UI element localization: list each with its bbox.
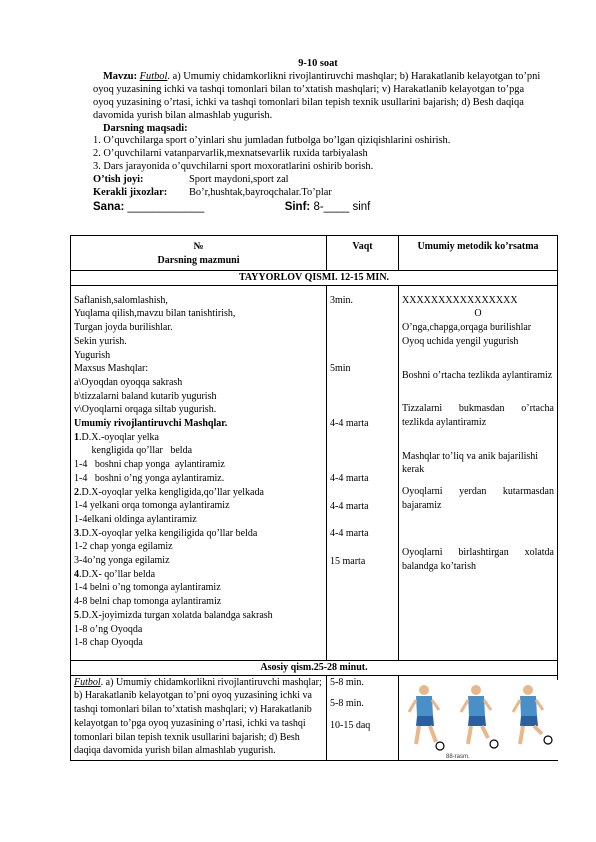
prep-line: Yugurish xyxy=(74,349,111,361)
metod-note: Boshni o’rtacha tezlikda aylantiramiz xyxy=(402,369,553,381)
mavzu-topic: Futbol xyxy=(139,70,168,82)
lesson-table xyxy=(70,235,558,761)
prep-line: Maxsus Mashqlar: xyxy=(74,363,149,375)
otish-row xyxy=(93,174,543,187)
metod-note: Oyoq uchida yengil yugurish xyxy=(402,335,519,347)
exercise-line: 1-4elkani oldinga aylantiramiz xyxy=(74,513,197,525)
tayyorlov-row xyxy=(71,271,558,286)
vaqt-value: 5-8 min. xyxy=(330,698,364,710)
exercise-line: 1-4 yelkani orqa tomonga aylantiramiz xyxy=(74,500,230,512)
sana-blank: ____________ xyxy=(127,200,205,213)
table-header-row xyxy=(71,236,558,271)
vaqt-value: 4-4 marta xyxy=(330,500,369,512)
metod-note: Oyoqlarni birlashtirgan xolatda balandga ko’tarish xyxy=(402,547,554,573)
player-figure xyxy=(409,685,444,750)
exercise-line: 3-4o’ng yonga egilamiz xyxy=(74,555,170,567)
metod-note: Mashqlar to’liq va anik bajarilishi kerak xyxy=(402,450,539,476)
jihozlar-label: Kerakli jixozlar: xyxy=(93,187,168,199)
jihozlar-value: Bo’r,hushtak,bayroqchalar.To’plar xyxy=(189,187,332,199)
formation-o: O xyxy=(474,308,482,320)
page-title: 9-10 soat xyxy=(298,58,338,69)
metod-note: Tizzalarni bukmasdan o’rtacha tezlikda aylantiramiz xyxy=(402,403,554,428)
exercise-line: 4.D.X- qo’llar belda xyxy=(74,568,156,580)
header-mazmun-label: Darsning mazmuni xyxy=(157,254,240,266)
jihozlar-row xyxy=(93,187,543,200)
mavzu-label: Mavzu: xyxy=(103,70,138,82)
figure-caption: 88-rasm. xyxy=(446,753,470,760)
asosiy-content-row xyxy=(71,675,558,760)
vaqt-value: 5min xyxy=(330,363,351,375)
vaqt-value: 15 marta xyxy=(330,555,366,567)
prep-line: b\tizzalarni baland kutarib yugurish xyxy=(74,390,217,402)
header-vaqt: Vaqt xyxy=(327,236,399,271)
prep-content-row xyxy=(71,285,558,660)
prep-metod-cell xyxy=(399,285,558,660)
umumiy-heading: Umumiy rivojlantiruvchi Mashqlar. xyxy=(74,418,228,430)
prep-content-cell xyxy=(71,285,327,660)
asosiy-text: . a) Umumiy chidamkorlikni rivojlantiruvchi mashqlar; b) Harakatlanib kelayotgan to’pni oyoq yuzasining ichki va tashqi tomonlari bilan to’xtatish mashqlari; v) Harakatlanib kelayotgan to’pga oyoq yuzasining o’rtasi, ichki va tashqi tomonlari bilan tepish texnik usullarini bajarish; d) Besh daqiqa davomida yurish bilan almashlab yugurish. xyxy=(74,676,322,757)
maqsad-label: Darsning maqsadi: xyxy=(103,122,188,134)
header-no: № xyxy=(193,241,204,252)
exercise-line: 1-8 o’ng Oyoqda xyxy=(74,623,143,635)
header xyxy=(93,58,543,214)
exercise-line: 1-8 chap Oyoqda xyxy=(74,637,143,649)
vaqt-value: 10-15 daq xyxy=(330,720,371,732)
sana-row xyxy=(93,201,543,214)
asosiy-figure-cell xyxy=(399,675,558,760)
prep-line: v\Oyoqlarni orqaga siltab yugurish. xyxy=(74,404,217,416)
vaqt-value: 4-4 marta xyxy=(330,528,369,540)
vaqt-value: 5-8 min. xyxy=(330,676,364,688)
sinf-label: Sinf: xyxy=(284,200,311,213)
asosiy-heading: Asosiy qism.25-28 minut. xyxy=(71,660,558,675)
metod-note: Oyoqlarni yerdan kutarmasdan bajaramiz xyxy=(402,486,554,511)
asosiy-row xyxy=(71,660,558,675)
maqsad-item-2: 2. O’quvchilarni vatanparvarlik,mexnatsevarlik ruxida tarbiyalash xyxy=(93,148,368,160)
exercise-line: 2.D.X-oyoqlar yelka kengligida,qo’llar yelkada xyxy=(74,486,264,498)
otish-value: Sport maydoni,sport zal xyxy=(189,174,289,186)
vaqt-value: 4-4 marta xyxy=(330,472,369,484)
prep-vaqt-cell xyxy=(327,285,399,660)
exercise-line: 4-8 belni chap tomonga aylantiramiz xyxy=(74,596,222,608)
asosiy-content-cell xyxy=(71,675,327,760)
prep-line: Saflanish,salomlashish, xyxy=(74,294,168,306)
exercise-line: 1.D.X.-oyoqlar yelka xyxy=(74,431,159,443)
sana-label: Sana: xyxy=(93,200,125,213)
exercise-line: kengligida qo’llar belda xyxy=(74,445,193,457)
exercise-line: 1-4 belni o’ng tomonga aylantiramiz xyxy=(74,582,221,594)
vaqt-value: 3min. xyxy=(330,294,354,306)
metod-note: O’nga,chapga,orqaga burilishlar xyxy=(402,322,532,334)
asosiy-topic: Futbol xyxy=(74,676,101,688)
exercise-line: 1-4 boshni chap yonga aylantiramiz xyxy=(74,459,225,471)
otish-label: O’tish joyi: xyxy=(93,174,144,186)
header-metod: Umumiy metodik ko’rsatma xyxy=(399,236,558,271)
sinf-value: 8-____ sinf xyxy=(313,200,371,213)
exercise-line: 1-2 chap yonga egilamiz xyxy=(74,541,173,553)
prep-line: Sekin yurish. xyxy=(74,335,127,347)
prep-line: Turgan joyda burilishlar. xyxy=(74,322,173,334)
exercise-line: 3.D.X-oyoqlar yelka kengiligida qo’llar belda xyxy=(74,527,258,539)
football-players-figure xyxy=(406,680,556,760)
header-mazmun xyxy=(71,236,327,271)
formation-marks: XXXXXXXXXXXXXXXX xyxy=(402,294,518,306)
exercise-line: 5.D.X-joyimizda turgan xolatda balandga sakrash xyxy=(74,609,273,621)
mavzu-text: . a) Umumiy chidamkorlikni rivojlantiruvchi mashqlar; b) Harakatlanib kelayotgan to’pni oyoq yuzasining ichki va tashqi tomonlari bilan to’xtatish mashqlari; v) Harakatlanib kelayotgan to’pga oyoq yuzasining o’rtasi, ichki va tashqi tomonlari bilan tepish texnik usullarini bajarish; d) Besh daqiqa davomida yurish bilan almashlab yugurish. xyxy=(93,70,541,121)
football-illustration xyxy=(406,680,576,760)
vaqt-value: 4-4 marta xyxy=(330,418,369,430)
asosiy-vaqt-cell xyxy=(327,675,399,760)
maqsad-item-1: 1. O’quvchilarga sport o’yinlari shu jumladan futbolga bo’lgan qiziqishlarini oshirish. xyxy=(93,135,451,147)
tayyorlov-heading: TAYYORLOV QISMI. 12-15 MIN. xyxy=(71,271,558,286)
mavzu-paragraph xyxy=(93,71,543,123)
exercise-line: 1-4 boshni o’ng yonga aylantiramiz. xyxy=(74,472,225,484)
prep-line: a\Oyoqdan oyoqqa sakrash xyxy=(74,376,183,388)
player-figure xyxy=(513,685,552,744)
prep-line: Yuqlama qilish,mavzu bilan tanishtirish, xyxy=(74,308,236,320)
player-figure xyxy=(461,685,498,748)
maqsad-item-3: 3. Dars jarayonida o’quvchilarni sport moxoratlarini oshirib borish. xyxy=(93,161,374,173)
